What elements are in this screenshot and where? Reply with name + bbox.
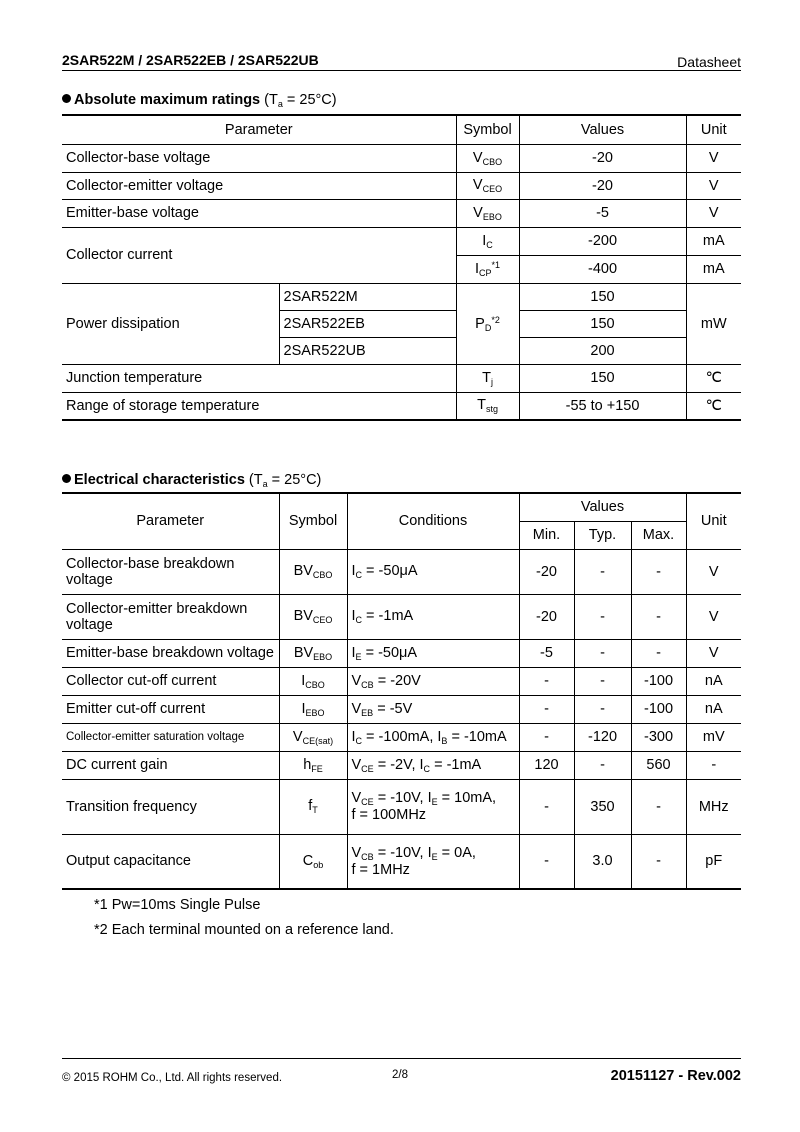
bullet-icon — [62, 94, 71, 103]
typ-cell: 350 — [574, 779, 631, 834]
abs-max-title-text: Absolute maximum ratings — [74, 92, 261, 108]
condition-cell: $V_{CE} = -2V$, $I_C = -1mA$ — [347, 751, 519, 779]
table-row — [62, 834, 741, 889]
min-cell: - — [519, 779, 574, 834]
param-cell: Collector-emitter voltage — [62, 172, 456, 199]
param-cell: Emitter-base breakdown voltage — [62, 639, 279, 667]
max-cell: 560 — [631, 751, 686, 779]
table-row — [62, 144, 741, 172]
param-cell: Output capacitance — [62, 834, 279, 889]
header-min: Min. — [519, 521, 574, 549]
value-cell: -5 — [519, 199, 686, 227]
condition-cell: $V_{CB} = -10V$, $I_E = 0A$, f = 1MHz — [347, 834, 519, 889]
typ-cell: -120 — [574, 723, 631, 751]
param-cell: Emitter-base voltage — [62, 199, 456, 227]
table-row — [62, 199, 741, 227]
table-header-row — [62, 493, 741, 521]
condition-cell: $I_C = -50\mu A$ — [347, 549, 519, 594]
table-header-row — [62, 115, 741, 144]
typ-cell: - — [574, 695, 631, 723]
condition-cell: $V_{CE} = -10V$, $I_E = 10mA$, f = 100MHz — [347, 779, 519, 834]
value-cell: -400 — [519, 255, 686, 283]
max-cell: - — [631, 779, 686, 834]
elec-title-text: Electrical characteristics — [74, 472, 245, 488]
page-number: 2/8 — [392, 1069, 408, 1081]
condition-cell: $I_E = -50\mu A$ — [347, 639, 519, 667]
table-row — [62, 779, 741, 834]
table-row — [62, 364, 741, 392]
value-cell: 150 — [519, 283, 686, 310]
symbol-cell: $BV_{CEO}$ — [279, 594, 347, 639]
document-title: 2SAR522M / 2SAR522EB / 2SAR522UB — [62, 52, 319, 68]
elec-char-table — [62, 492, 741, 890]
table-row — [62, 594, 741, 639]
value-cell: -200 — [519, 227, 686, 255]
unit-cell: V — [686, 549, 741, 594]
min-cell: 120 — [519, 751, 574, 779]
symbol-cell: $V_{CE(sat)}$ — [279, 723, 347, 751]
typ-cell: - — [574, 667, 631, 695]
param-cell: DC current gain — [62, 751, 279, 779]
revision: 20151127 - Rev.002 — [610, 1068, 741, 1084]
header-values: Values — [519, 493, 686, 521]
header-typ: Typ. — [574, 521, 631, 549]
header-max: Max. — [631, 521, 686, 549]
header-symbol: Symbol — [279, 493, 347, 549]
unit-cell: mV — [686, 723, 741, 751]
header-parameter: Parameter — [62, 493, 279, 549]
table-row — [62, 549, 741, 594]
header-unit: Unit — [686, 115, 741, 144]
symbol-cell: $BV_{CBO}$ — [279, 549, 347, 594]
param-cell: Emitter cut-off current — [62, 695, 279, 723]
min-cell: - — [519, 667, 574, 695]
min-cell: -20 — [519, 549, 574, 594]
table-row — [62, 751, 741, 779]
param-cell: Collector cut-off current — [62, 667, 279, 695]
symbol-cell: $P_D^{*2}$ — [456, 283, 519, 364]
header-conditions: Conditions — [347, 493, 519, 549]
symbol-cell: $C_{ob}$ — [279, 834, 347, 889]
param-cell: Power dissipation — [62, 283, 279, 364]
symbol-cell: $V_{EBO}$ — [456, 199, 519, 227]
unit-cell: pF — [686, 834, 741, 889]
symbol-cell: $h_{FE}$ — [279, 751, 347, 779]
max-cell: -300 — [631, 723, 686, 751]
param-cell: Junction temperature — [62, 364, 456, 392]
elec-condition: $(T_a = 25^\circ C)$ — [248, 472, 322, 489]
symbol-cell: $I_{CP}^{*1}$ — [456, 255, 519, 283]
param-cell: Collector-emitter breakdown voltage — [62, 594, 279, 639]
value-cell: -20 — [519, 144, 686, 172]
param-cell: Collector current — [62, 227, 456, 283]
header-symbol: Symbol — [456, 115, 519, 144]
unit-cell: ℃ — [686, 364, 741, 392]
param-cell: Range of storage temperature — [62, 392, 456, 420]
min-cell: - — [519, 695, 574, 723]
param-cell: Transition frequency — [62, 779, 279, 834]
param-cell: Collector-emitter saturation voltage — [62, 723, 279, 751]
symbol-cell: $I_C$ — [456, 227, 519, 255]
abs-max-condition: $(T_a = 25^\circ C)$ — [264, 92, 337, 109]
min-cell: - — [519, 723, 574, 751]
footnote-2: *2 Each terminal mounted on a reference land. — [94, 922, 394, 938]
header-values: Values — [519, 115, 686, 144]
unit-cell: nA — [686, 695, 741, 723]
max-cell: - — [631, 639, 686, 667]
table-row — [62, 695, 741, 723]
max-cell: -100 — [631, 695, 686, 723]
min-cell: - — [519, 834, 574, 889]
model-cell: 2SAR522UB — [279, 337, 456, 364]
condition-cell: $I_C = -1mA$ — [347, 594, 519, 639]
unit-cell: mA — [686, 255, 741, 283]
max-cell: -100 — [631, 667, 686, 695]
copyright: © 2015 ROHM Co., Ltd. All rights reserved. — [62, 1072, 283, 1084]
unit-cell: V — [686, 199, 741, 227]
abs-max-table — [62, 114, 741, 421]
symbol-cell: $T_j$ — [456, 364, 519, 392]
unit-cell: MHz — [686, 779, 741, 834]
symbol-cell: $I_{EBO}$ — [279, 695, 347, 723]
unit-cell: ℃ — [686, 392, 741, 420]
table-row — [62, 667, 741, 695]
symbol-cell: $f_T$ — [279, 779, 347, 834]
value-cell: 150 — [519, 364, 686, 392]
table-row — [62, 172, 741, 199]
unit-cell: mA — [686, 227, 741, 255]
condition-cell: $V_{EB} = -5V$ — [347, 695, 519, 723]
value-cell: -55 to +150 — [519, 392, 686, 420]
table-row — [62, 283, 741, 310]
unit-cell: - — [686, 751, 741, 779]
unit-cell: V — [686, 594, 741, 639]
elec-section-title — [62, 472, 321, 489]
footnote-1: *1 Pw=10ms Single Pulse — [94, 897, 261, 913]
table-row — [62, 392, 741, 420]
typ-cell: - — [574, 549, 631, 594]
unit-cell: mW — [686, 283, 741, 364]
table-row — [62, 723, 741, 751]
value-cell: -20 — [519, 172, 686, 199]
typ-cell: 3.0 — [574, 834, 631, 889]
table-row — [62, 639, 741, 667]
max-cell: - — [631, 594, 686, 639]
unit-cell: V — [686, 172, 741, 199]
symbol-cell: $BV_{EBO}$ — [279, 639, 347, 667]
min-cell: -20 — [519, 594, 574, 639]
symbol-cell: $I_{CBO}$ — [279, 667, 347, 695]
value-cell: 150 — [519, 310, 686, 337]
condition-cell: $V_{CB} = -20V$ — [347, 667, 519, 695]
model-cell: 2SAR522EB — [279, 310, 456, 337]
unit-cell: V — [686, 144, 741, 172]
page-header — [62, 52, 741, 71]
model-cell: 2SAR522M — [279, 283, 456, 310]
header-unit: Unit — [686, 493, 741, 549]
param-cell: Collector-base breakdown voltage — [62, 549, 279, 594]
symbol-cell: $T_{stg}$ — [456, 392, 519, 420]
unit-cell: nA — [686, 667, 741, 695]
footer-divider — [62, 1058, 741, 1059]
header-parameter: Parameter — [62, 115, 456, 144]
value-cell: 200 — [519, 337, 686, 364]
table-row — [62, 227, 741, 255]
min-cell: -5 — [519, 639, 574, 667]
document-type: Datasheet — [677, 54, 741, 70]
typ-cell: - — [574, 639, 631, 667]
param-cell: Collector-base voltage — [62, 144, 456, 172]
condition-cell: $I_C = -100mA$, $I_B = -10mA$ — [347, 723, 519, 751]
typ-cell: - — [574, 594, 631, 639]
abs-max-section-title — [62, 92, 337, 109]
symbol-cell: $V_{CEO}$ — [456, 172, 519, 199]
max-cell: - — [631, 549, 686, 594]
unit-cell: V — [686, 639, 741, 667]
max-cell: - — [631, 834, 686, 889]
symbol-cell: $V_{CBO}$ — [456, 144, 519, 172]
bullet-icon — [62, 474, 71, 483]
typ-cell: - — [574, 751, 631, 779]
